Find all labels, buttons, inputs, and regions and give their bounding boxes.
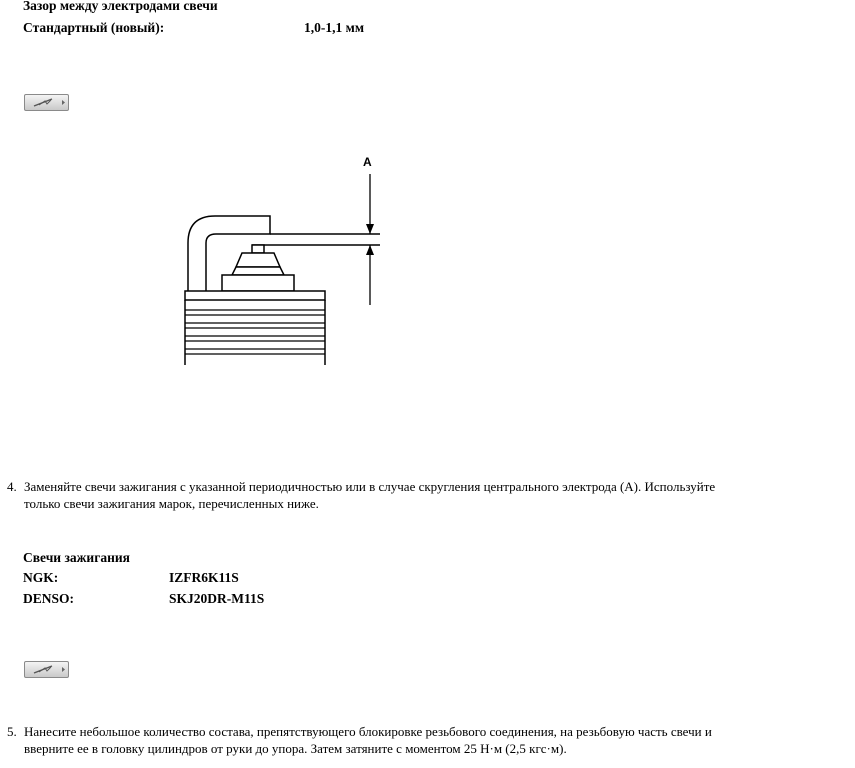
step5-line1: Нанесите небольшое количество состава, препятствующего блокировке резьбового соединения, на резьбовую часть свечи и <box>24 724 712 739</box>
gap-spec-label: Стандартный (новый): <box>23 20 165 35</box>
tool-button[interactable] <box>24 661 69 678</box>
gap-spec-value: 1,0-1,1 мм <box>304 20 365 35</box>
step5-number: 5. <box>7 724 17 739</box>
diagram-label-a: A <box>363 155 372 169</box>
plugs-title: Свечи зажигания <box>23 550 130 565</box>
tool-button[interactable] <box>24 94 69 111</box>
step4-line1: Заменяйте свечи зажигания с указанной периодичностью или в случае скругления центрального электрода (A). Используйте <box>24 479 716 494</box>
step4-line2: только свечи зажигания марок, перечисленных ниже. <box>24 496 319 511</box>
pen-arrow-icon <box>25 662 68 677</box>
plug-part-denso: SKJ20DR-M11S <box>169 591 265 606</box>
pen-arrow-icon <box>25 95 68 110</box>
spark-plug-diagram <box>180 150 410 365</box>
plug-part-ngk: IZFR6K11S <box>169 570 239 585</box>
plug-brand-ngk: NGK: <box>23 570 59 585</box>
step4-number: 4. <box>7 479 17 494</box>
step5-line2: вверните ее в головку цилиндров от руки до упора. Затем затяните с моментом 25 Н·м (2,5 кгс·м). <box>24 741 567 756</box>
plug-brand-denso: DENSO: <box>23 591 75 606</box>
gap-spec-title: Зазор между электродами свечи <box>23 0 218 13</box>
